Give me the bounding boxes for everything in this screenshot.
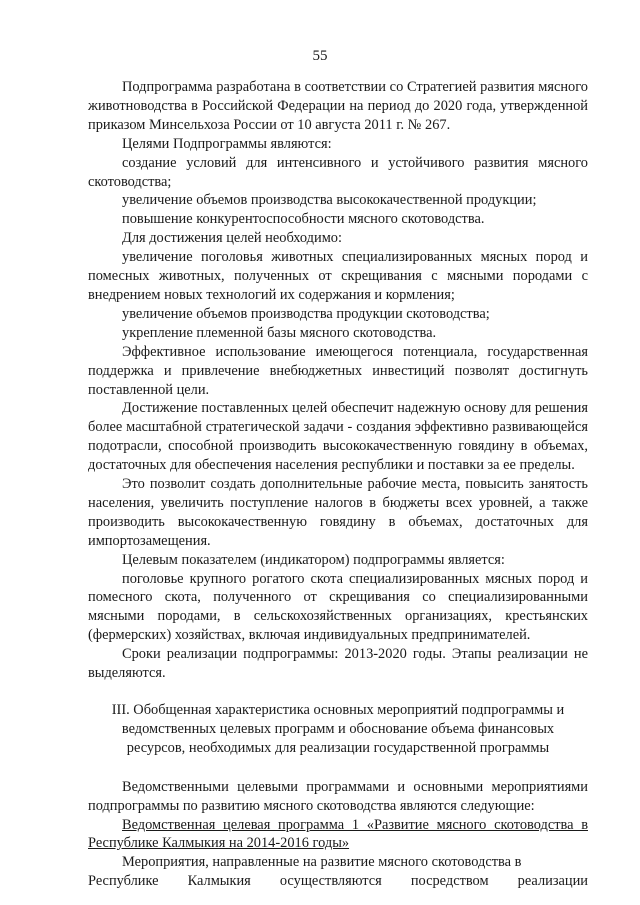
paragraph: повышение конкурентоспособности мясного скотоводства. [122, 211, 485, 228]
paragraph: увеличение объемов производства продукции скотоводства; [122, 305, 490, 322]
paragraph: укрепление племенной базы мясного скотоводства. [122, 324, 437, 341]
paragraph: Республике Калмыкия осуществляются посредством реализации [88, 873, 588, 890]
paragraph: Это позволит создать дополнительные рабочие места, повысить занятость населения, увеличить поступление налогов в бюджеты всех уровней, а также производить высококачественную говядину в объемах, достаточных для импортозамещения. [88, 476, 588, 549]
paragraph: Для достижения целей необходимо: [122, 230, 342, 247]
document-body [88, 78, 588, 891]
paragraph: Сроки реализации подпрограммы: 2013-2020 годы. Этапы реализации не выделяются. [88, 646, 588, 682]
paragraph: Эффективное использование имеющегося потенциала, государственная поддержка и привлечение внебюджетных инвестиций позволят достигнуть поставленной цели. [88, 343, 588, 398]
paragraph: Подпрограмма разработана в соответствии со Стратегией развития мясного животноводства в Российской Федерации на период до 2020 года, утвержденной приказом Минсельхоза России от 10 августа 2011 г. № 267. [88, 79, 588, 133]
paragraph: Мероприятия, направленные на развитие мясного скотоводства в [122, 854, 522, 871]
page-number: 55 [312, 48, 328, 64]
paragraph: Достижение поставленных целей обеспечит надежную основу для решения более масштабной стратегической задачи - создания эффективно развивающейся подотрасли, способной производить высококачественную говядину в объемах, достаточных для обеспечения населения республики и поставки за ее пределы. [88, 400, 588, 474]
section-heading: III. Обобщенная характеристика основных мероприятий подпрограммы и ведомственных целевых программ и обоснование объема финансовых ресурсов, необходимых для реализации государственной программы [111, 702, 565, 756]
paragraph: Ведомственными целевыми программами и основными мероприятиями подпрограммы по развитию мясного скотоводства являются следующие: [88, 778, 588, 814]
paragraph: увеличение поголовья животных специализированных мясных пород и помесных животных, полученных от скрещивания с мясными породами с внедрением новых технологий их содержания и кормления; [88, 249, 588, 303]
program-title: Ведомственная целевая программа 1 «Развитие мясного скотоводства в Республике Калмыкия на 2014-2016 годы» [88, 816, 588, 852]
paragraph: увеличение объемов производства высококачественной продукции; [122, 192, 537, 209]
paragraph: Целями Подпрограммы являются: [122, 135, 332, 152]
paragraph: создание условий для интенсивного и устойчивого развития мясного скотоводства; [88, 154, 588, 190]
paragraph: поголовье крупного рогатого скота специализированных мясных пород и помесного скота, полученного от скрещивания со специализированными мясными породами, в сельскохозяйственных организациях, крестьянских (фермерских) хозяйствах, включая индивидуальных предпринимателей. [88, 570, 588, 644]
paragraph: Целевым показателем (индикатором) подпрограммы является: [122, 551, 505, 568]
